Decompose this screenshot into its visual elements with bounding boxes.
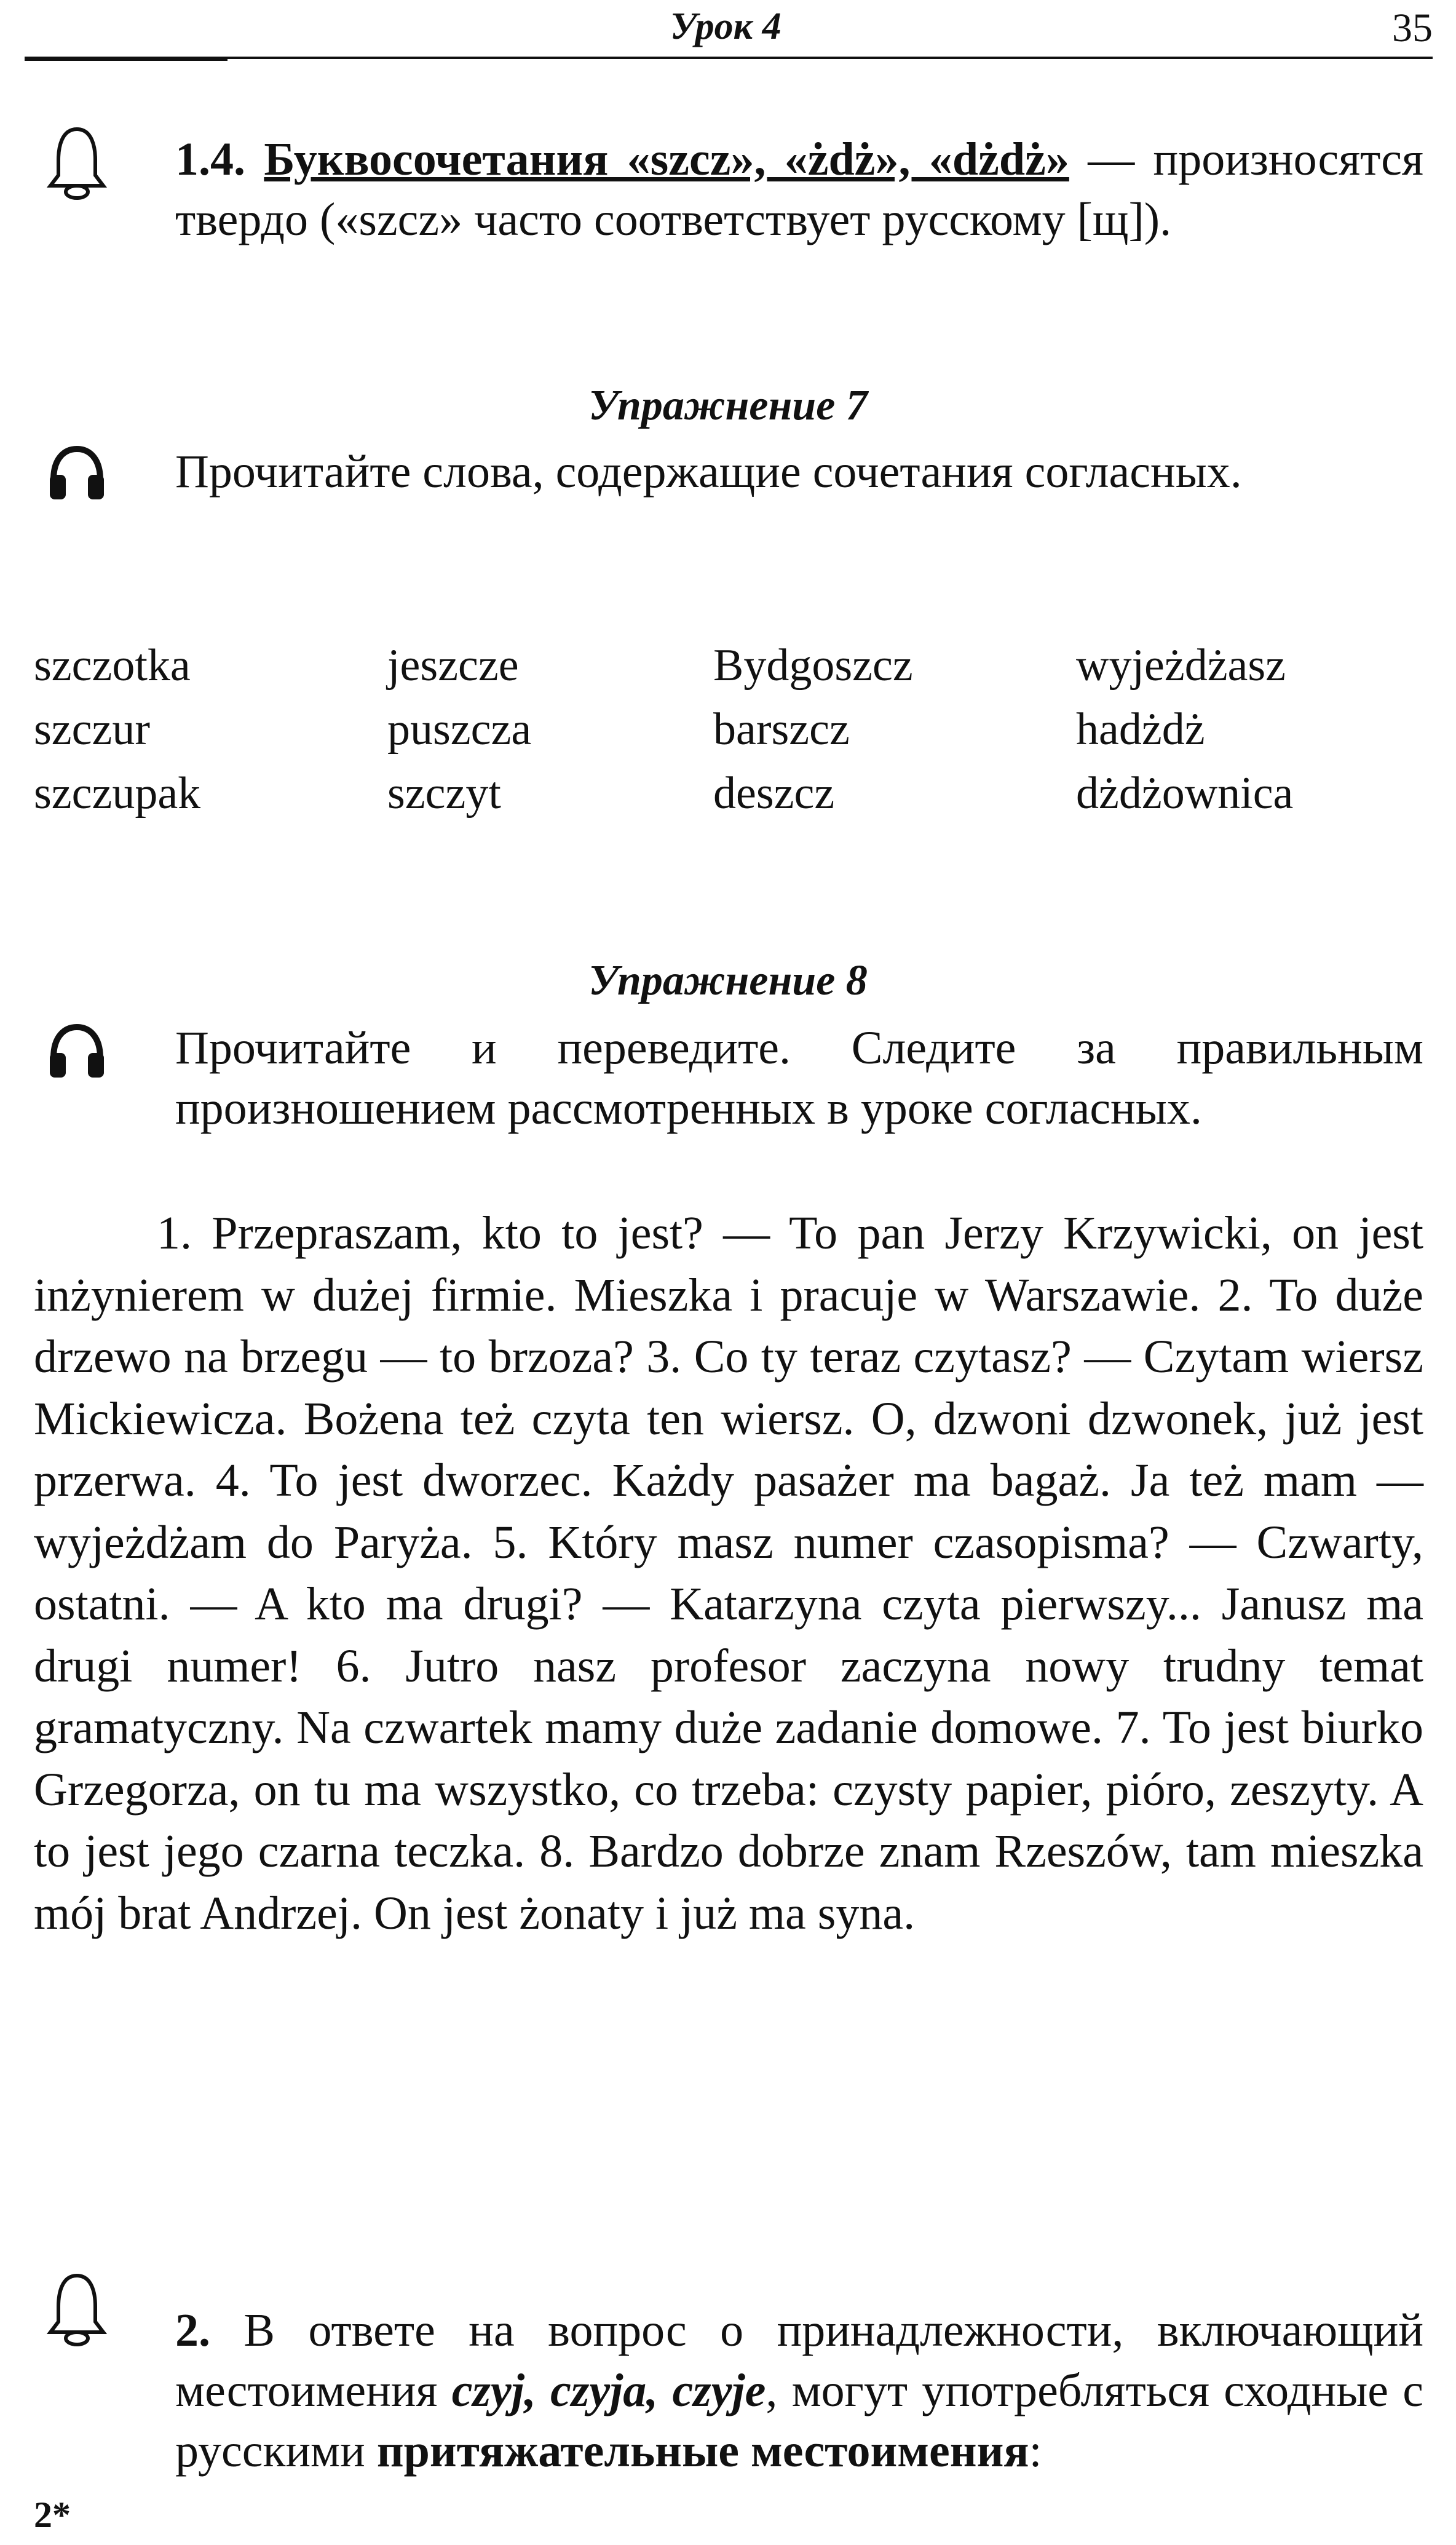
running-title: Урок 4: [670, 6, 781, 47]
header-rule: [25, 57, 1433, 59]
word: wyjeżdżasz: [1076, 640, 1286, 691]
rule-heading: Буквосочетания «szcz», «żdż», «dżdż»: [264, 133, 1069, 185]
rule-text: В ответе на вопрос о принадлежности, включающий местоимения: [175, 2305, 1423, 2416]
word: Bydgoszcz: [713, 640, 913, 691]
word: dżdżownica: [1076, 768, 1294, 819]
rule-text: , могут употребляться сходные с русскими: [175, 2365, 1423, 2477]
word: szczupak: [34, 768, 201, 819]
exercise-8-instruction: Прочитайте и переведите. Следите за правильным произношением рассмотренных в уроке согласных.: [175, 1022, 1423, 1134]
page-header: [25, 0, 1433, 74]
word: szczotka: [34, 640, 191, 691]
word: hadżdż: [1076, 704, 1205, 755]
word: barszcz: [713, 704, 850, 755]
word-column-3: [713, 633, 1058, 825]
word: szczyt: [387, 768, 501, 819]
exercise-8-title: Упражнение 8: [588, 957, 868, 1004]
word: deszcz: [713, 768, 835, 819]
word: puszcza: [387, 704, 532, 755]
exercise-7-instruction: Прочитайте слова, содержащие сочетания согласных.: [175, 446, 1242, 498]
word-column-2: [387, 633, 732, 825]
bell-icon: [43, 2269, 111, 2349]
exercise-8-passage: 1. Przepraszam, kto to jest? — To pan Jerzy Krzywicki, on jest inżynierem w dużej firmie. Mieszka i pracuje w Warszawie. 2. To duże drzewo na brzegu — to brzoza? 3. Co ty teraz czytasz? — Czytam wiersz Mickiewicza. Bożena też czyta ten wiersz. O, dzwoni dzwonek, już jest przerwa. 4. To jest dworzec. Każdy pasażer ma bagaż. Ja też mam — wyjeżdżam do Paryża. 5. Który masz numer czasopisma? — Czwarty, ostatni. — A kto ma drugi? — Katarzyna czyta pierwszy... Janusz ma drugi numer! 6. Jutro nasz profesor zaczyna nowy trudny temat gramatyczny. Na czwartek mamy duże zadanie domowe. 7. To jest biurko Grzegorza, on tu ma wszystko, co trzeba: czysty papier, pióro, zeszyty. A to jest jego czarna teczka. 8. Bardzo dobrze znam Rzeszów, tam mieszka mój brat Andrzej. On jest żonaty i już ma syna.: [34, 1207, 1423, 1939]
word-column-4: [1076, 633, 1420, 825]
word: szczur: [34, 704, 150, 755]
signature-mark: 2*: [34, 2495, 71, 2535]
bell-icon: [43, 123, 111, 203]
header-rule-accent: [25, 57, 228, 61]
page-number: 35: [1392, 6, 1433, 50]
pronoun-examples: czyj, czyja, czyje: [451, 2365, 766, 2416]
bold-term: притяжательные местоимения: [376, 2425, 1029, 2477]
word: jeszcze: [387, 640, 519, 691]
rule-number: 1.4.: [175, 133, 245, 185]
rule-1-4: [175, 129, 1423, 250]
rule-number: 2.: [175, 2305, 210, 2356]
rule-text: :: [1029, 2425, 1042, 2477]
headphones-icon[interactable]: [46, 443, 108, 504]
rule-2: [175, 2300, 1423, 2481]
rule-text: — произносятся твердо («szcz» часто соответствует русскому [щ]).: [175, 133, 1423, 245]
headphones-icon[interactable]: [46, 1021, 108, 1082]
word-column-1: [34, 633, 378, 825]
exercise-7-title: Упражнение 7: [588, 382, 868, 429]
